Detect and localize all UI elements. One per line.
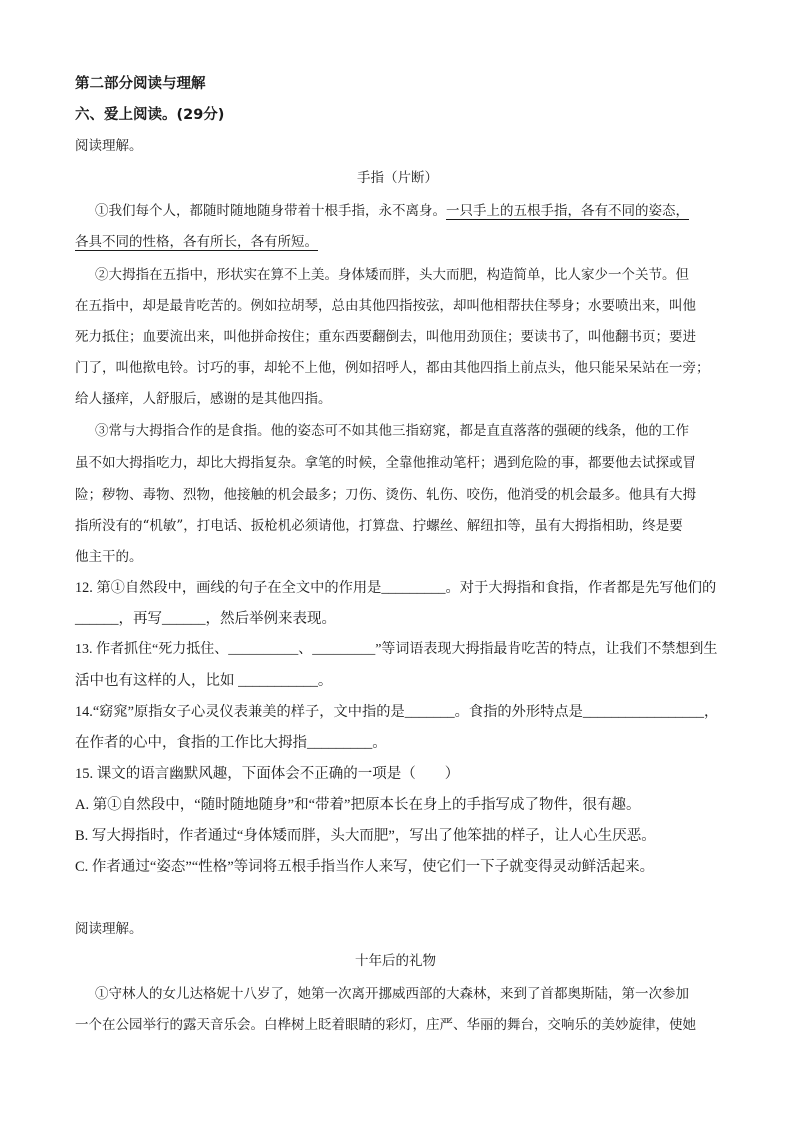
p3-line: 虽不如大拇指吃力，却比大拇指复杂。拿笔的时候，全靠他推动笔杆；遇到危险的事，都要他去试探或冒 [75, 455, 696, 471]
p1-line-1-text: ①我们每个人，都随时随地随身带着十根手指，永不离身。 [95, 203, 446, 219]
question-15-option-a: A. 第①自然段中，“随时随地随身”和“带着”把原本长在身上的手指写成了物件，很有趣。 [75, 797, 641, 813]
p2-line: 给人搔痒，人舒服后，感谢的是其他四指。 [75, 391, 332, 407]
question-13-line: 活中也有这样的人，比如 ___________。 [75, 673, 333, 689]
p2-line: 门了，叫他揿电铃。讨巧的事，却轮不上他，例如招呼人，都由其他四指上前点头，他只能呆呆站在一旁； [75, 360, 710, 376]
question-13-line: 13. 作者抓住“死力抵住、__________、_________”等词语表现大拇指最肯吃苦的特点，让我们不禁想到生 [75, 642, 718, 657]
question-15-option-b: B. 写大拇指时，作者通过“身体矮而胖，头大而肥”，写出了他笨拙的样子，让人心生厌恶。 [75, 828, 656, 844]
section-heading: 六、爱上阅读。(29分) [75, 107, 225, 123]
passage2-title: 十年后的礼物 [355, 953, 436, 969]
passage2-p1-line: 一个在公园举行的露天音乐会。白桦树上眨着眼睛的彩灯，庄严、华丽的舞台，交响乐的美妙旋律，使她 [75, 1017, 696, 1033]
p1-line-1 [95, 202, 689, 220]
p3-line: 险；秽物、毒物、烈物，他接触的机会最多；刀伤、烫伤、轧伤、咬伤，他消受的机会最多。他具有大拇 [75, 487, 696, 503]
passage1-label: 阅读理解。 [75, 138, 143, 154]
p1-underlined-sentence-start: 一只手上的五根手指，各有不同的姿态， [446, 203, 689, 219]
part-title: 第二部分阅读与理解 [75, 76, 206, 92]
p3-line: 指所没有的“机敏”，打电话、扳枪机必须请他，打算盘、拧螺丝、解纽扣等，虽有大拇指相助，终是要 [75, 518, 683, 534]
p3-line: 他主干的。 [75, 549, 143, 565]
question-15-option-c: C. 作者通过“姿态”“性格”等词将五根手指当作人来写，使它们一下子就变得灵动鲜活起来。 [75, 859, 655, 875]
p3-line: ③常与大拇指合作的是食指。他的姿态可不如其他三指窈窕，都是直直落落的强硬的线条，他的工作 [95, 423, 689, 439]
question-12-line: 12. 第①自然段中，画线的句子在全文中的作用是_________。对于大拇指和食指，作者都是先写他们的 [75, 580, 717, 596]
question-12-line: ______，再写______，然后举例来表现。 [75, 611, 336, 627]
question-15-stem: 15. 课文的语言幽默风趣，下面体会不正确的一项是（ ） [75, 766, 460, 782]
passage2-p1-line: ①守林人的女儿达格妮十八岁了，她第一次离开挪威西部的大森林，来到了首都奥斯陆，第一次参加 [95, 986, 689, 1002]
question-14-line: 14.“窈窕”原指女子心灵仪表兼美的样子，文中指的是_______。食指的外形特点是_________________， [75, 704, 719, 720]
p1-underlined-sentence-end: 各具不同的性格，各有所长，各有所短。 [75, 234, 318, 250]
passage1-title: 手指（片断） [357, 170, 438, 186]
p2-line: 死力抵住；血要流出来，叫他拼命按住；重东西要翻倒去，叫他用劲顶住；要读书了，叫他翻书页；要进 [75, 329, 696, 345]
p2-line: ②大拇指在五指中，形状实在算不上美。身体矮而胖，头大而肥，构造简单，比人家少一个关节。但 [95, 267, 689, 283]
passage2-label: 阅读理解。 [75, 921, 143, 937]
question-14-line: 在作者的心中，食指的工作比大拇指_________。 [75, 735, 387, 751]
p2-line: 在五指中，却是最肯吃苦的。例如拉胡琴，总由其他四指按弦，却叫他相帮扶住琴身；水要喷出来，叫他 [75, 298, 696, 314]
